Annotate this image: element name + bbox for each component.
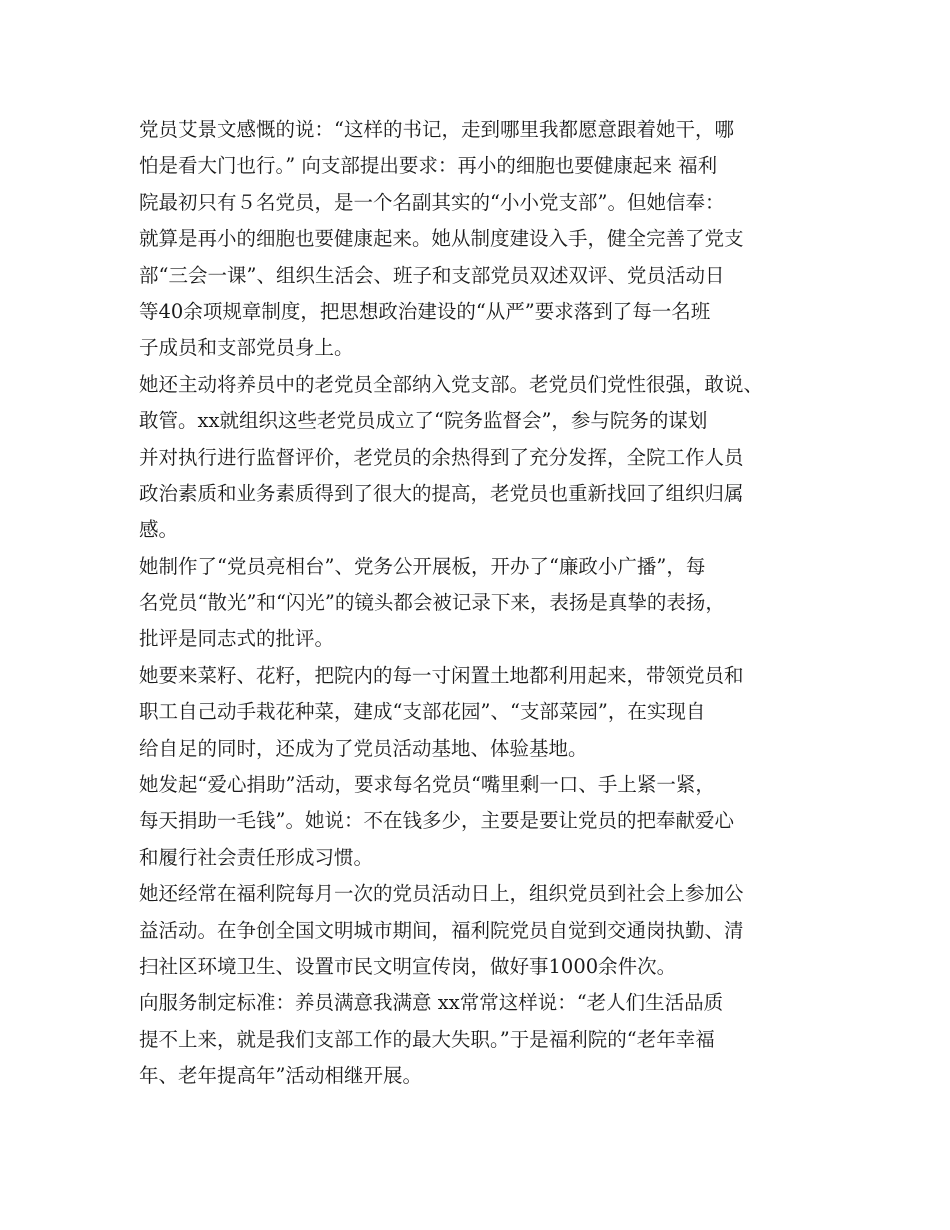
text-line: 院最初只有５名党员，是一个名副其实的“小小党支部”。但她信奉： [139, 190, 725, 214]
text-line: 并对执行进行监督评价，老党员的余热得到了充分发挥，全院工作人员 [139, 445, 744, 469]
text-line: 等40余项规章制度，把思想政治建设的“从严”要求落到了每一名班 [139, 299, 711, 323]
text-line: 她要来菜籽、花籽，把院内的每一寸闲置土地都利用起来，带领党员和 [139, 663, 744, 687]
text-line: 她还经常在福利院每月一次的党员活动日上，组织党员到社会上参加公 [139, 882, 744, 906]
text-line: 扫社区环境卫生、设置市民文明宣传岗，做好事1000余件次。 [139, 954, 677, 978]
text-line: 感。 [139, 518, 179, 542]
text-line: 和履行社会责任形成习惯。 [139, 845, 374, 869]
text-line: 子成员和支部党员身上。 [139, 336, 354, 360]
text-line: 她发起“爱心捐助”活动，要求每名党员“嘴里剩一口、手上紧一紧， [139, 773, 715, 797]
text-line: 提不上来，就是我们支部工作的最大失职。”于是福利院的“老年幸福 [139, 1027, 715, 1051]
text-line: 她还主动将养员中的老党员全部纳入党支部。老党员们党性很强，敢说、 [139, 372, 764, 396]
text-line: 名党员“散光”和“闪光”的镜头都会被记录下来，表扬是真挚的表扬， [139, 591, 725, 615]
text-line: 向服务制定标准：养员满意我满意 xx常常这样说：“老人们生活品质 [139, 991, 724, 1015]
text-line: 敢管。xx就组织这些老党员成立了“院务监督会”，参与院务的谋划 [139, 409, 708, 433]
text-line: 部“三会一课”、组织生活会、班子和支部党员双述双评、党员活动日 [139, 263, 725, 287]
text-line: 怕是看大门也行。” 向支部提出要求：再小的细胞也要健康起来 福利 [139, 154, 718, 178]
text-line: 益活动。在争创全国文明城市期间，福利院党员自觉到交通岗执勤、清 [139, 918, 744, 942]
text-line: 她制作了“党员亮相台”、党务公开展板，开办了“廉政小广播”，每 [139, 554, 706, 578]
text-line: 党员艾景文感慨的说：“这样的书记，走到哪里我都愿意跟着她干，哪 [139, 118, 734, 141]
text-line: 政治素质和业务素质得到了很大的提高，老党员也重新找回了组织归属 [139, 481, 744, 505]
document-body [139, 112, 819, 1095]
text-line: 职工自己动手栽花种菜，建成“支部花园”、“支部菜园”，在实现自 [139, 700, 706, 724]
text-line: 年、老年提高年”活动相继开展。 [139, 1064, 422, 1088]
text-line: 就算是再小的细胞也要健康起来。她从制度建设入手，健全完善了党支 [139, 227, 744, 251]
text-line: 批评是同志式的批评。 [139, 627, 335, 651]
text-line: 给自足的同时，还成为了党员活动基地、体验基地。 [139, 736, 588, 760]
text-line: 每天捐助一毛钱”。她说：不在钱多少，主要是要让党员的把奉献爱心 [139, 809, 734, 833]
